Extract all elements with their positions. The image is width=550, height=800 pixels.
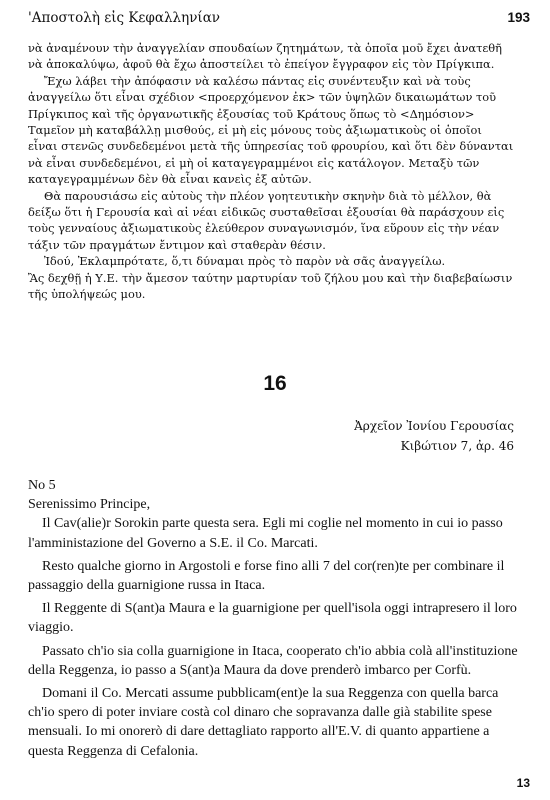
italian-paragraph: Resto qualche giorno in Argostoli e forse fino alli 7 del cor(ren)te per combinare il passaggio della guarnigione russa in Itaca. xyxy=(28,558,505,594)
greek-translation-block xyxy=(28,40,514,303)
document-number: 16 xyxy=(263,372,287,395)
italian-paragraph: Il Cav(alie)r Sorokin parte questa sera. Egli mi coglie nel momento in cui io passo l'amministazione del Governo a S.E. il Co. Marcati. xyxy=(28,516,503,551)
archive-reference: Κιβώτιον 7, ἀρ. 46 xyxy=(400,439,514,453)
italian-paragraph: Il Reggente di S(ant)a Maura e la guarnigione per quell'isola oggi intrapresero il loro viaggio. xyxy=(28,601,517,636)
archive-name: Ἀρχεῖον Ἰονίου Γερουσίας xyxy=(354,419,514,433)
running-title: 'Αποστολὴ εἰς Κεφαλληνίαν xyxy=(28,10,221,26)
archival-source xyxy=(354,416,514,456)
running-header xyxy=(28,10,530,30)
italian-paragraph: Domani il Co. Mercati assume pubblicam(ent)e la sua Reggenza con quella barca ch'io spero di poter inviare costà col dinaro che sopravanza dalle già stabilite spese mensuali. Io mi onorerò di dare dettagliato rapporto all'E.V. di quanto appartiene a questa Reggenza di Cefalonia. xyxy=(28,686,499,759)
greek-paragraph: Ἂς δεχθῇ ἡ Υ.Ε. τὴν ἄμεσον ταύτην μαρτυρίαν τοῦ ζήλου μου καὶ τὴν διαβεβαίωσιν τῆς ὑπολήψεώς μου. xyxy=(28,270,513,302)
signature-mark: 13 xyxy=(516,776,530,790)
italian-letter-block xyxy=(28,476,522,761)
letter-number: No 5 xyxy=(28,478,56,493)
italian-paragraph: Passato ch'io sia colla guarnigione in Itaca, cooperato ch'io abbia colà all'instituzione della Reggenza, io passo a S(ant)a Maura da dove prenderò imbarco per Corfù. xyxy=(28,643,518,678)
greek-paragraph: Ἔχω λάβει τὴν ἀπόφασιν νὰ καλέσω πάντας εἰς συνέντευξιν καὶ νὰ τοὺς ἀναγγείλω ὅτι εἶναι σχέδιον <προερχόμενον ἐκ> τῶν ὑψηλῶν δικαιωμάτων τοῦ Πρίγκιπος καὶ τῆς ὀργανωτικῆς ἐξουσίας τοῦ Κράτους ὅπως τὸ <Δημόσιον> Ταμεῖον μὴ καταβάλλῃ μισθούς, εἰ μὴ εἰς μόνους τοὺς ἀξιωματικοὺς οἱ ὁποῖοι εἶναι στενῶς συνδεδεμένοι μετὰ τῆς ὑπηρεσίας τοῦ φρουρίου, καὶ ὅτι δὲν δύνανται νὰ εἶναι συνδεδεμένοι, εἰ μὴ οἱ καταγεγραμμένοι εἰς κατάλογον. Μεταξὺ τῶν καταγεγραμμένων δὲν θὰ εἶναι κανεὶς ἐξ αὐτῶν. xyxy=(28,73,514,187)
greek-paragraph: νὰ ἀναμένουν τὴν ἀναγγελίαν σπουδαίων ζητημάτων, τὰ ὁποῖα μοῦ ἔχει ἀνατεθῆ νὰ ἀποκαλύψω, ἀφοῦ θὰ ἔχω ἀποστείλει τὸ ἐπείγον ἔγγραφον εἰς τὸν Πρίγκιπα. xyxy=(28,41,502,72)
letter-salutation: Serenissimo Principe, xyxy=(28,497,151,513)
greek-paragraph: Ἰδού, Ἐκλαμπρότατε, ὅ,τι δύναμαι πρὸς τὸ παρὸν νὰ σᾶς ἀναγγείλω. xyxy=(44,254,446,269)
page-number: 193 xyxy=(507,10,530,25)
greek-paragraph: Θὰ παρουσιάσω εἰς αὐτοὺς τὴν πλέον γοητευτικὴν σκηνὴν διὰ τὸ μέλλον, θὰ δείξω ὅτι ἡ Γερουσία καὶ αἱ νέαι εἰδικῶς συσταθεῖσαι ἐξουσίαι θὰ παράσχουν εἰς τοὺς γενναίους ἀξιωματικοὺς ἐλεύθερον συναγωνισμόν, ἵνα εὕρουν εἰς τὴν νέαν τάξιν τῶν πραγμάτων ἔντιμον καὶ σταθερὰν θέσιν. xyxy=(28,188,505,252)
